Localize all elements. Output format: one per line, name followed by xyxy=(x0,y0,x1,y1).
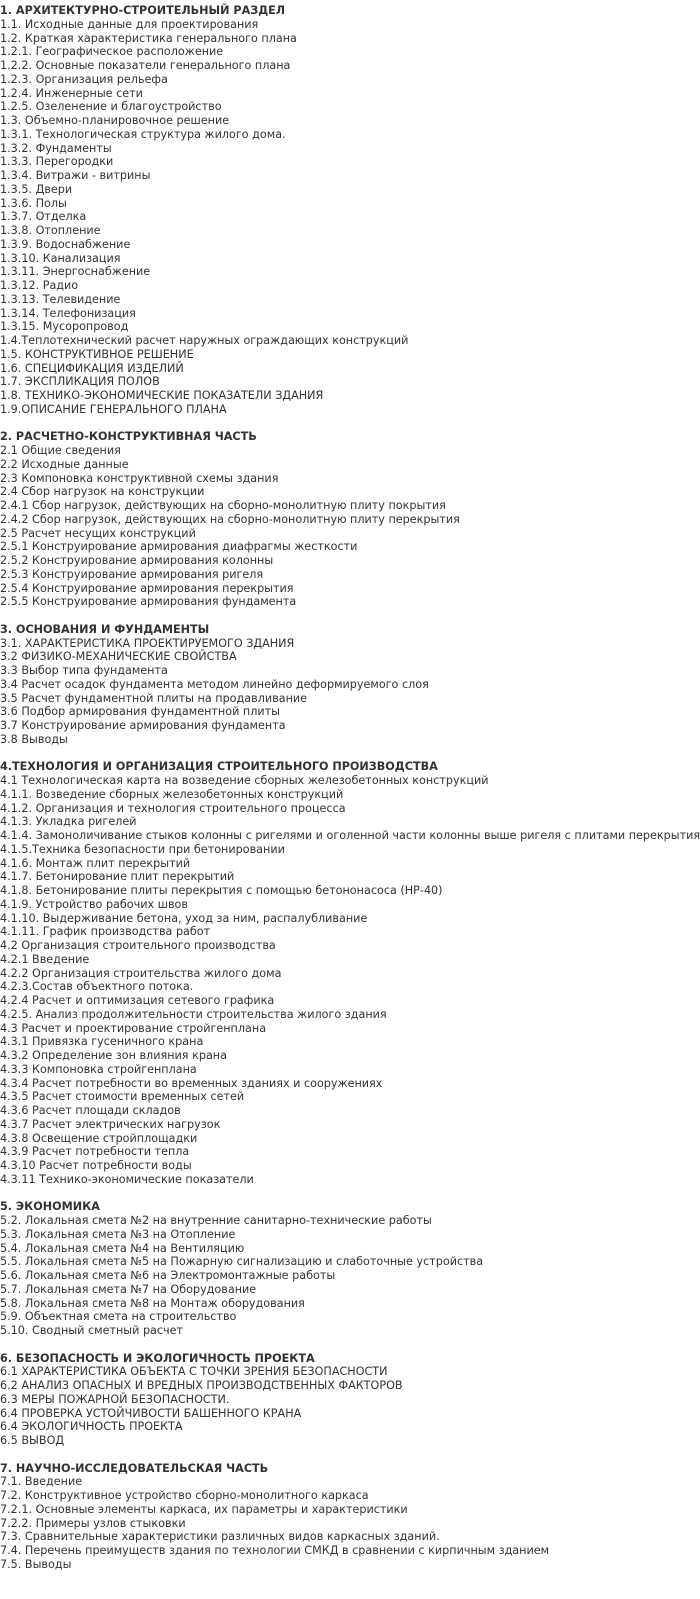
toc-entry: 6.4 ПРОВЕРКА УСТОЙЧИВОСТИ БАШЕННОГО КРАНА xyxy=(0,1406,302,1420)
toc-entry: 1.2.5. Озеленение и благоустройство xyxy=(0,100,222,114)
toc-entry: 1.3.6. Полы xyxy=(0,196,67,210)
toc-entry: 4.1.4. Замоноличивание стыков колонны с ригелями и оголенной части колонны выше ригеля с плитами перекрытия xyxy=(0,829,700,842)
toc-entry: 7.2.1. Основные элементы каркаса, их параметры и характеристики xyxy=(0,1502,408,1516)
toc-entry: 4.3.1 Привязка гусеничного крана xyxy=(0,1035,204,1049)
toc-entry: 4.2.2 Организация строительства жилого дома xyxy=(0,966,282,980)
toc-entry: 6.3 МЕРЫ ПОЖАРНОЙ БЕЗОПАСНОСТИ. xyxy=(0,1392,230,1406)
toc-entry: 4.1 Технологическая карта на возведение сборных железобетонных конструкций xyxy=(0,774,489,787)
toc-entry: 4.2.4 Расчет и оптимизация сетевого графика xyxy=(0,994,275,1007)
toc-entry: 4.1.8. Бетонирование плиты перекрытия с помощью бетононасоса (НР-40) xyxy=(0,884,443,897)
toc-entry: 7.1. Введение xyxy=(0,1475,83,1489)
toc-entry: 1.7. ЭКСПЛИКАЦИЯ ПОЛОВ xyxy=(0,375,160,389)
toc-entry: 5.7. Локальная смета №7 на Оборудование xyxy=(0,1282,257,1296)
toc-entry: 4.3.4 Расчет потребности во временных зданиях и сооружениях xyxy=(0,1076,383,1090)
toc-entry: 6.4 ЭКОЛОГИЧНОСТЬ ПРОЕКТА xyxy=(0,1420,183,1434)
toc-entry: 2.2 Исходные данные xyxy=(0,457,129,471)
toc-entry: 4.1.2. Организация и технология строительного процесса xyxy=(0,801,346,815)
toc-entry: 7.4. Перечень преимуществ здания по технологии СМКД в сравнении с кирпичным зданием xyxy=(0,1544,550,1557)
toc-entry: 4.3.7 Расчет электрических нагрузок xyxy=(0,1117,221,1131)
toc-entry: 4.3.10 Расчет потребности воды xyxy=(0,1159,192,1172)
toc-entry: 1.1. Исходные данные для проектирования xyxy=(0,17,259,31)
toc-entry: 4.3.11 Технико-экономические показатели xyxy=(0,1172,254,1186)
toc-entry: 7.2. Конструктивное устройство сборно-монолитного каркаса xyxy=(0,1489,369,1502)
toc-entry: 3.7 Конструирование армирования фундамента xyxy=(0,719,286,732)
toc-entry: 4.1.6. Монтаж плит перекрытий xyxy=(0,856,191,870)
toc-entry: 1.3.15. Мусоропровод xyxy=(0,320,129,334)
toc-section xyxy=(0,760,700,1186)
toc-entry: 1.3.4. Витражи - витрины xyxy=(0,169,151,182)
toc-entry: 4.1.10. Выдерживание бетона, уход за ним, распалубливание xyxy=(0,911,368,925)
toc-entry: 4.2.5. Анализ продолжительности строительства жилого здания xyxy=(0,1007,387,1021)
section-title: 7. НАУЧНО-ИССЛЕДОВАТЕЛЬСКАЯ ЧАСТЬ xyxy=(0,1461,269,1475)
toc-entry: 5.8. Локальная смета №8 на Монтаж оборудования xyxy=(0,1296,305,1310)
toc-entry: 7.5. Выводы xyxy=(0,1557,72,1571)
toc-entry: 1.9.ОПИСАНИЕ ГЕНЕРАЛЬНОГО ПЛАНА xyxy=(0,402,227,416)
toc-entry: 7.3. Сравнительные характеристики различных видов каркасных зданий. xyxy=(0,1530,440,1544)
toc-entry: 4.3.6 Расчет площади складов xyxy=(0,1104,181,1117)
toc-entry: 6.2 АНАЛИЗ ОПАСНЫХ И ВРЕДНЫХ ПРОИЗВОДСТВЕННЫХ ФАКТОРОВ xyxy=(0,1379,403,1392)
toc-entry: 2.5.4 Конструирование армирования перекрытия xyxy=(0,581,294,595)
toc-entry: 2.5.1 Конструирование армирования диафрагмы жесткости xyxy=(0,540,358,554)
toc-entry: 4.1.9. Устройство рабочих швов xyxy=(0,897,188,911)
toc-entry: 2.4.1 Сбор нагрузок, действующих на сборно-монолитную плиту покрытия xyxy=(0,499,446,512)
toc-section xyxy=(0,623,700,747)
toc-entry: 4.2.1 Введение xyxy=(0,952,90,966)
toc-entry: 4.3.9 Расчет потребности тепла xyxy=(0,1145,190,1159)
toc-entry: 5.9. Объектная смета на строительство xyxy=(0,1310,237,1324)
toc-entry: 4.3.3 Компоновка стройгенплана xyxy=(0,1062,197,1076)
toc-entry: 4.1.1. Возведение сборных железобетонных конструкций xyxy=(0,787,344,801)
toc-entry: 4.1.5.Техника безопасности при бетонировании xyxy=(0,842,285,856)
toc-entry: 3.4 Расчет осадок фундамента методом линейно деформируемого слоя xyxy=(0,677,429,691)
toc-entry: 2.5.5 Конструирование армирования фундамента xyxy=(0,595,297,609)
toc-entry: 5.2. Локальная смета №2 на внутренние санитарно-технические работы xyxy=(0,1214,432,1227)
toc-entry: 1.3.10. Канализация xyxy=(0,251,121,265)
section-title: 6. БЕЗОПАСНОСТЬ И ЭКОЛОГИЧНОСТЬ ПРОЕКТА xyxy=(0,1351,315,1365)
toc-entry: 2.4 Сбор нагрузок на конструкции xyxy=(0,485,205,499)
toc-entry: 3.3 Выбор типа фундамента xyxy=(0,664,168,677)
toc-entry: 2.1 Общие сведения xyxy=(0,444,121,457)
toc-entry: 1.3.14. Телефонизация xyxy=(0,306,136,320)
toc-entry: 1.2.4. Инженерные сети xyxy=(0,86,143,100)
toc-section xyxy=(0,1200,700,1338)
toc-entry: 2.5.3 Конструирование армирования ригеля xyxy=(0,567,264,581)
toc-entry: 4.1.11. График производства работ xyxy=(0,925,211,939)
toc-entry: 1.3.9. Водоснабжение xyxy=(0,237,131,251)
toc-entry: 1.3.13. Телевидение xyxy=(0,292,121,306)
toc-entry: 3.8 Выводы xyxy=(0,732,68,746)
toc-entry: 4.3.8 Освещение стройплощадки xyxy=(0,1131,198,1145)
toc-entry: 2.5.2 Конструирование армирования колонны xyxy=(0,554,274,567)
toc-entry: 1.3.7. Отделка xyxy=(0,210,87,224)
toc-entry: 1.2.3. Организация рельефа xyxy=(0,72,168,86)
toc-entry: 1.5. КОНСТРУКТИВНОЕ РЕШЕНИЕ xyxy=(0,347,194,361)
toc-entry: 1.4.Теплотехнический расчет наружных ограждающих конструкций xyxy=(0,334,409,347)
toc-entry: 1.8. ТЕХНИКО-ЭКОНОМИЧЕСКИЕ ПОКАЗАТЕЛИ ЗДАНИЯ xyxy=(0,389,324,402)
toc-entry: 2.5 Расчет несущих конструкций xyxy=(0,526,196,540)
toc-section xyxy=(0,430,700,609)
toc-entry: 1.3.1. Технологическая структура жилого дома. xyxy=(0,127,286,141)
toc-entry: 6.5 ВЫВОД xyxy=(0,1434,65,1447)
toc-entry: 1.3.2. Фундаменты xyxy=(0,141,112,155)
toc-entry: 5.3. Локальная смета №3 на Отопление xyxy=(0,1227,236,1241)
toc-entry: 5.10. Сводный сметный расчет xyxy=(0,1324,184,1337)
toc-entry: 1.2. Краткая характеристика генерального плана xyxy=(0,31,297,45)
toc-entry: 4.3.5 Расчет стоимости временных сетей xyxy=(0,1090,245,1104)
toc-entry: 2.3 Компоновка конструктивной схемы здания xyxy=(0,471,279,485)
toc-entry: 2.4.2 Сбор нагрузок, действующих на сборно-монолитную плиту перекрытия xyxy=(0,512,460,526)
toc-entry: 1.3.5. Двери xyxy=(0,182,73,196)
toc-entry: 4.2 Организация строительного производства xyxy=(0,939,276,952)
toc-entry: 3.1. ХАРАКТЕРИСТИКА ПРОЕКТИРУЕМОГО ЗДАНИЯ xyxy=(0,636,295,650)
toc-entry: 1.3.12. Радио xyxy=(0,279,79,292)
toc-entry: 5.4. Локальная смета №4 на Вентиляцию xyxy=(0,1241,245,1255)
toc-entry: 1.2.1. Географическое расположение xyxy=(0,45,224,59)
section-title: 2. РАСЧЕТНО-КОНСТРУКТИВНАЯ ЧАСТЬ xyxy=(0,430,257,444)
toc-entry: 4.3 Расчет и проектирование стройгенплана xyxy=(0,1021,267,1035)
toc-entry: 7.2.2. Примеры узлов стыковки xyxy=(0,1516,186,1530)
toc-section xyxy=(0,1352,700,1448)
toc-entry: 1.3.11. Энергоснабжение xyxy=(0,265,151,279)
toc-entry: 3.5 Расчет фундаментной плиты на продавливание xyxy=(0,691,308,705)
toc-entry: 1.6. СПЕЦИФИКАЦИЯ ИЗДЕЛИЙ xyxy=(0,361,184,375)
toc-entry: 3.2 ФИЗИКО-МЕХАНИЧЕСКИЕ СВОЙСТВА xyxy=(0,650,237,664)
section-title: 5. ЭКОНОМИКА xyxy=(0,1200,100,1214)
toc-entry: 4.3.2 Определение зон влияния крана xyxy=(0,1049,227,1062)
toc-entry: 1.3.8. Отопление xyxy=(0,224,101,237)
section-title: 4.ТЕХНОЛОГИЯ И ОРГАНИЗАЦИЯ СТРОИТЕЛЬНОГО ПРОИЗВОДСТВА xyxy=(0,760,438,774)
toc-entry: 1.2.2. Основные показатели генерального плана xyxy=(0,59,291,72)
toc-entry: 3.6 Подбор армирования фундаментной плиты xyxy=(0,705,280,719)
toc-entry: 1.3.3. Перегородки xyxy=(0,155,114,169)
toc-entry: 4.2.3.Состав объектного потока. xyxy=(0,980,194,994)
toc-section xyxy=(0,4,700,417)
section-title: 3. ОСНОВАНИЯ И ФУНДАМЕНТЫ xyxy=(0,622,210,636)
toc-entry: 1.3. Объемно-планировочное решение xyxy=(0,114,230,127)
section-title: 1. АРХИТЕКТУРНО-СТРОИТЕЛЬНЫЙ РАЗДЕЛ xyxy=(0,4,286,17)
toc-entry: 5.5. Локальная смета №5 на Пожарную сигнализацию и слаботочные устройства xyxy=(0,1255,484,1269)
toc-section xyxy=(0,1462,700,1572)
toc-entry: 4.1.3. Укладка ригелей xyxy=(0,815,137,829)
toc-entry: 5.6. Локальная смета №6 на Электромонтажные работы xyxy=(0,1269,336,1282)
toc-entry: 4.1.7. Бетонирование плит перекрытий xyxy=(0,870,235,884)
toc-entry: 6.1 ХАРАКТЕРИСТИКА ОБЪЕКТА С ТОЧКИ ЗРЕНИЯ БЕЗОПАСНОСТИ xyxy=(0,1365,388,1379)
